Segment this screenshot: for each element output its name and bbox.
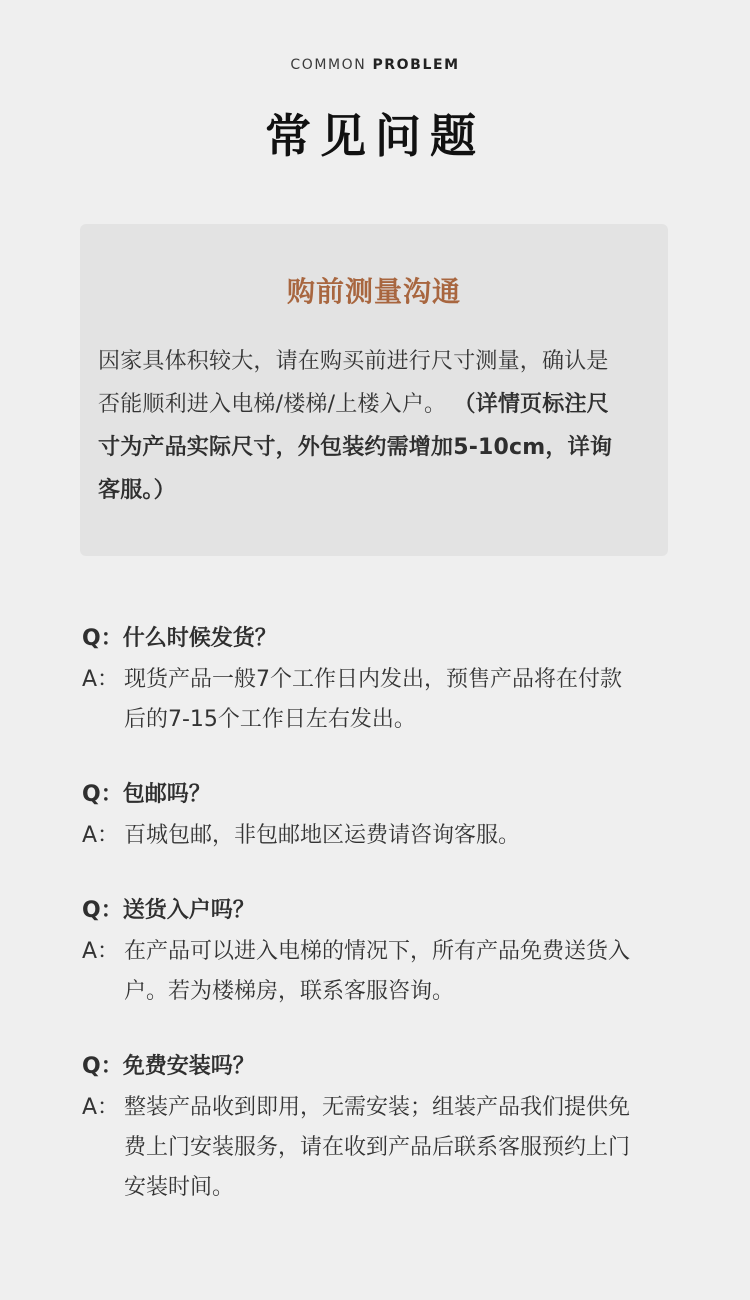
notice-line-2-bold: （详情页标注尺 xyxy=(453,392,609,417)
notice-line-4: 客服。） xyxy=(98,478,176,503)
faq-item xyxy=(82,892,692,1012)
answer-line: 费上门安装服务，请在收到产品后联系客服预约上门 xyxy=(124,1135,631,1160)
section-eyebrow xyxy=(0,57,750,73)
answer-line: 现货产品一般7个工作日内发出，预售产品将在付款 xyxy=(124,667,622,692)
notice-title: 购前测量沟通 xyxy=(286,275,461,308)
notice-line-2-normal: 否能顺利进入电梯/楼梯/上楼入户。 xyxy=(98,392,447,417)
answer-line: 百城包邮，非包邮地区运费请咨询客服。 xyxy=(124,823,521,848)
notice-line-2 xyxy=(98,383,650,426)
answer-prefix: A： xyxy=(82,823,120,848)
eyebrow-common: COMMON xyxy=(290,57,367,73)
answer-line: 户。若为楼梯房，联系客服咨询。 xyxy=(124,979,455,1004)
answer-line: 后的7-15个工作日左右发出。 xyxy=(124,707,416,732)
page-title: 常见问题 xyxy=(265,109,485,163)
answer-text xyxy=(124,660,692,740)
notice-body xyxy=(98,340,650,512)
faq-item xyxy=(82,620,692,740)
answer-prefix: A： xyxy=(82,1095,120,1120)
faq-question: Q：免费安装吗？ xyxy=(82,1054,255,1079)
answer-text xyxy=(124,1088,692,1208)
answer-text xyxy=(124,816,692,856)
answer-line: 安装时间。 xyxy=(124,1175,235,1200)
faq-answer xyxy=(82,1088,692,1208)
notice-line-3: 寸为产品实际尺寸，外包装约需增加5-10cm，详询 xyxy=(98,435,613,460)
faq-answer xyxy=(82,932,692,1012)
answer-prefix: A： xyxy=(82,667,120,692)
answer-prefix: A： xyxy=(82,939,120,964)
answer-text xyxy=(124,932,692,1012)
faq-item xyxy=(82,776,692,856)
faq-answer xyxy=(82,816,692,856)
answer-line: 在产品可以进入电梯的情况下，所有产品免费送货入 xyxy=(124,939,631,964)
answer-line: 整装产品收到即用，无需安装；组装产品我们提供免 xyxy=(124,1095,631,1120)
faq-item xyxy=(82,1048,692,1208)
eyebrow-problem: PROBLEM xyxy=(372,57,460,73)
faq-question: Q：包邮吗？ xyxy=(82,782,211,807)
measurement-notice-card xyxy=(80,224,668,556)
notice-line-1: 因家具体积较大，请在购买前进行尺寸测量，确认是 xyxy=(98,349,609,374)
faq-question: Q：什么时候发货？ xyxy=(82,626,277,651)
faq-question: Q：送货入户吗？ xyxy=(82,898,255,923)
faq-answer xyxy=(82,660,692,740)
